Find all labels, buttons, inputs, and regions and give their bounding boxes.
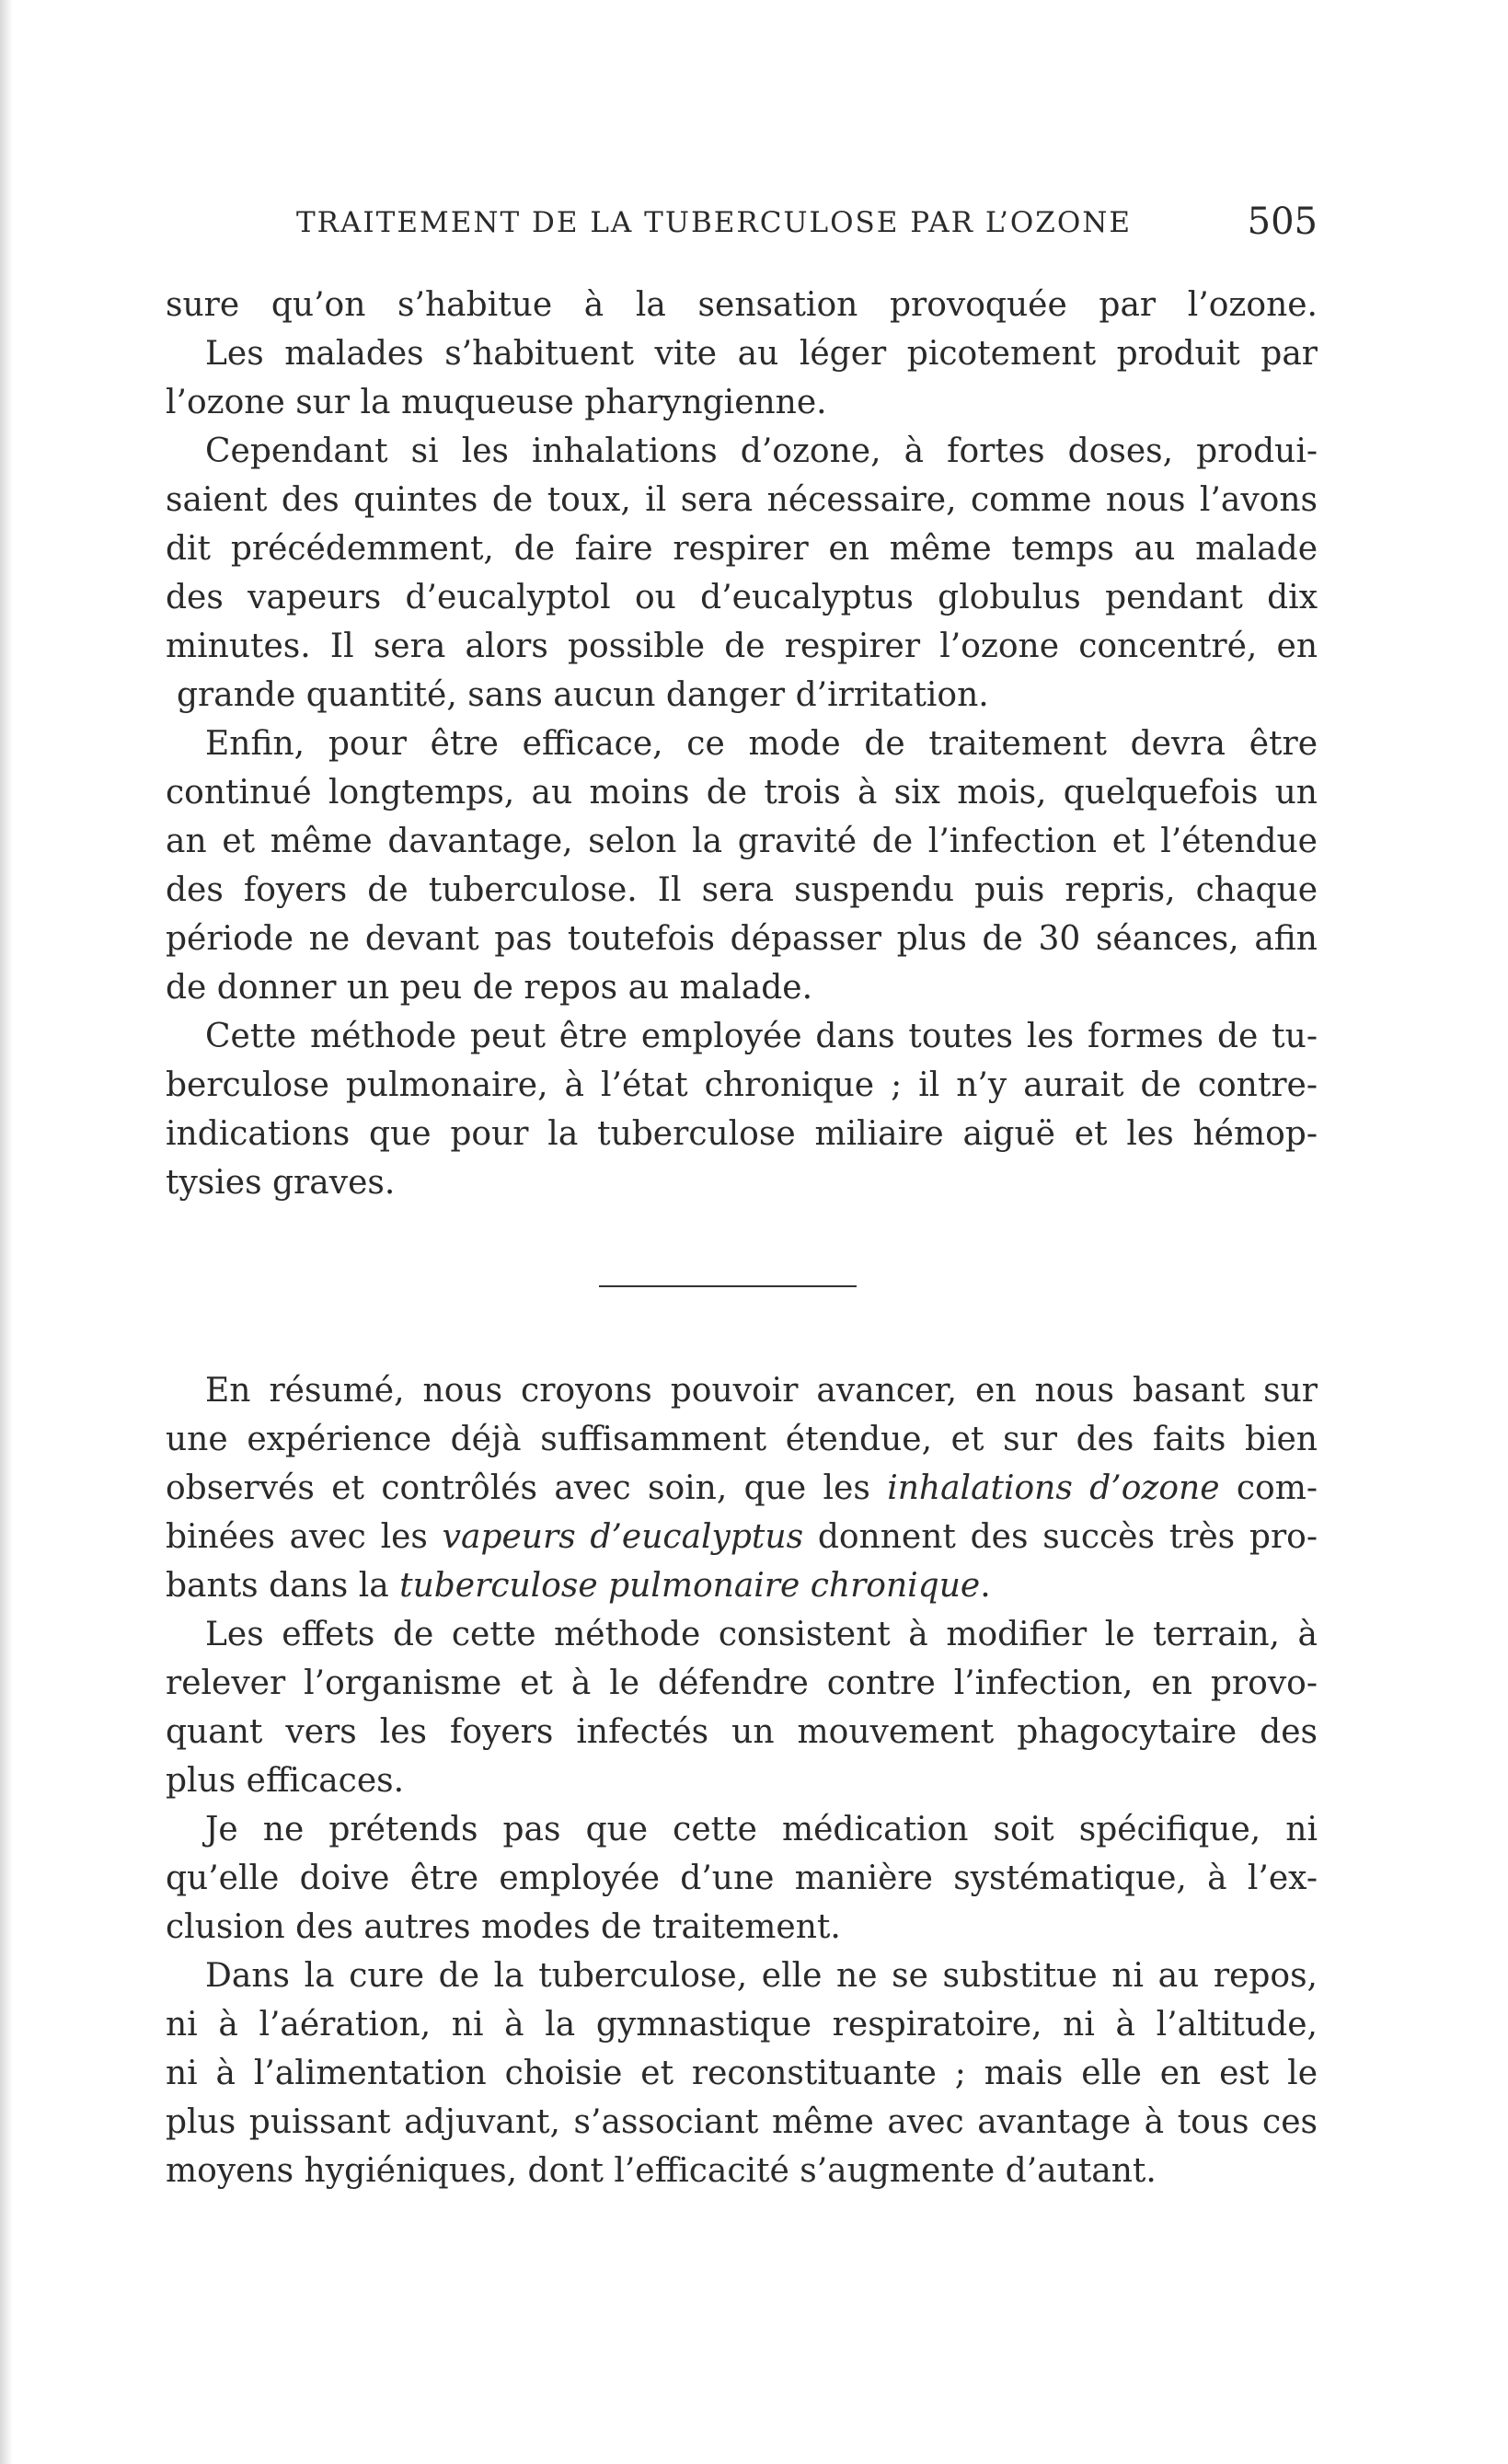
- text-run: donnent des succès très pro-: [803, 1518, 1318, 1556]
- text-line: Cependant si les inhalations d’ozone, à fortes doses, produi-: [205, 432, 1318, 470]
- running-head-title: TRAITEMENT DE LA TUBERCULOSE PAR L’OZONE: [296, 206, 1132, 239]
- text-line: plus puissant adjuvant, s’associant même avec avantage à tous ces: [166, 2103, 1318, 2141]
- text-line: Cette méthode peut être employée dans toutes les formes de tu-: [205, 1018, 1318, 1055]
- text-line: dit précédemment, de faire respirer en même temps au malade: [166, 530, 1318, 568]
- text-run: .: [980, 1567, 991, 1605]
- text-line: minutes. Il sera alors possible de respirer l’ozone concentré, en: [166, 628, 1318, 665]
- page-number: 505: [1247, 201, 1318, 243]
- text-line: relever l’organisme et à le défendre contre l’infection, en provo-: [166, 1664, 1318, 1702]
- text-line: des foyers de tuberculose. Il sera suspendu puis repris, chaque: [166, 871, 1318, 909]
- text-line: En résumé, nous croyons pouvoir avancer, en nous basant sur: [205, 1372, 1318, 1410]
- text-line: moyens hygiéniques, dont l’efficacité s’augmente d’autant.: [166, 2152, 1157, 2190]
- text-line: ni à l’alimentation choisie et reconstituante ; mais elle en est le: [166, 2055, 1318, 2092]
- text-run: com-: [1219, 1469, 1318, 1507]
- text-line: clusion des autres modes de traitement.: [166, 1908, 841, 1946]
- text-line: indications que pour la tuberculose miliaire aiguë et les hémop-: [166, 1115, 1318, 1153]
- text-line: [166, 1513, 1318, 1561]
- text-line: Dans la cure de la tuberculose, elle ne se substitue ni au repos,: [205, 1957, 1318, 1995]
- text-line: plus efficaces.: [166, 1762, 405, 1800]
- text-line: Enfin, pour être efficace, ce mode de traitement devra être: [205, 725, 1318, 763]
- text-line: quant vers les foyers infectés un mouvement phagocytaire des: [166, 1713, 1318, 1751]
- text-line: berculose pulmonaire, à l’état chronique ; il n’y aurait de contre-: [166, 1066, 1318, 1104]
- section-divider-rule: [599, 1285, 857, 1287]
- emphasis-text: vapeurs d’eucalyptus: [442, 1518, 804, 1556]
- text-line: tysies graves.: [166, 1164, 396, 1202]
- text-line: an et même davantage, selon la gravité de l’infection et l’étendue: [166, 823, 1318, 860]
- text-line: saient des quintes de toux, il sera nécessaire, comme nous l’avons: [166, 481, 1318, 519]
- text-line: une expérience déjà suffisamment étendue, et sur des faits bien: [166, 1421, 1318, 1458]
- text-line: de donner un peu de repos au malade.: [166, 969, 813, 1007]
- page-edge-shadow: [0, 0, 13, 2464]
- text-line: sure qu’on s’habitue à la sensation provoquée par l’ozone.: [166, 286, 1318, 324]
- text-line: des vapeurs d’eucalyptol ou d’eucalyptus globulus pendant dix: [166, 579, 1318, 616]
- emphasis-text: tuberculose pulmonaire chronique: [399, 1567, 981, 1605]
- text-run: bants dans la: [166, 1567, 400, 1605]
- text-line: continué longtemps, au moins de trois à six mois, quelquefois un: [166, 774, 1318, 812]
- running-head: [296, 201, 1318, 247]
- text-line: [166, 1464, 1318, 1513]
- text-line: Les effets de cette méthode consistent à modifier le terrain, à: [205, 1616, 1318, 1653]
- text-line: [166, 1561, 1318, 1610]
- text-line: grande quantité, sans aucun danger d’irritation.: [177, 676, 989, 714]
- text-line: Les malades s’habituent vite au léger picotement produit par: [205, 335, 1318, 373]
- text-line: Je ne prétends pas que cette médication soit spécifique, ni: [205, 1811, 1318, 1848]
- text-run: binées avec les: [166, 1518, 443, 1556]
- emphasis-text: inhalations d’ozone: [887, 1469, 1220, 1507]
- text-run: observés et contrôlés avec soin, que les: [166, 1469, 888, 1507]
- text-line: ni à l’aération, ni à la gymnastique respiratoire, ni à l’altitude,: [166, 2006, 1318, 2044]
- text-block-1: [166, 281, 1318, 1207]
- text-line: qu’elle doive être employée d’une manière systématique, à l’ex-: [166, 1860, 1318, 1897]
- text-line: l’ozone sur la muqueuse pharyngienne.: [166, 384, 827, 421]
- text-block-2: [166, 1366, 1318, 2195]
- text-line: période ne devant pas toutefois dépasser plus de 30 séances, afin: [166, 920, 1318, 958]
